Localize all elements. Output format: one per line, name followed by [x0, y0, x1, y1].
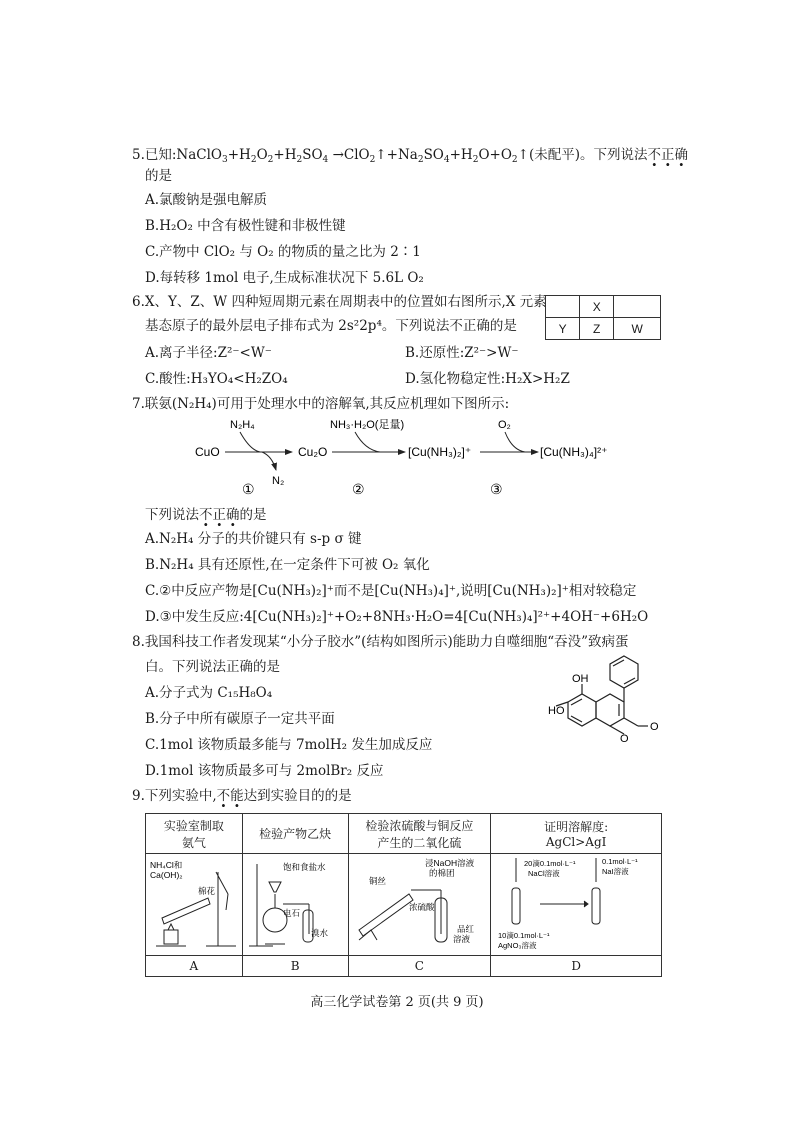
svg-text:浸NaOH溶液: 浸NaOH溶液	[424, 858, 474, 868]
header-a: 实验室制取 氨气	[146, 814, 243, 854]
q8-stem-1: 8.我国科技工作者发现某“小分子胶水”(结构如图所示)能助力自噬细胞“吞没”致病蛋	[132, 634, 629, 650]
label-b: B	[242, 956, 348, 977]
q8-stem-2: 白。下列说法正确的是	[145, 659, 280, 675]
keto-oxygen-label: O	[650, 721, 659, 733]
svg-text:溶液: 溶液	[452, 934, 470, 944]
figure-a	[146, 854, 243, 956]
q7-option-c: C.②中反应产物是[Cu(NH₃)₂]⁺而不是[Cu(NH₃)₄]⁺,说明[Cu(NH₃)₂]⁺相对较稳定	[145, 583, 637, 599]
cuo-label: CuO	[195, 445, 220, 459]
figure-c	[348, 854, 491, 956]
solubility-apparatus	[492, 854, 661, 952]
n2h4-label: N₂H₄	[230, 419, 255, 431]
svg-text:品红: 品红	[456, 924, 474, 934]
header-d: 证明溶解度: AgCl>AgI	[491, 814, 662, 854]
q5-option-c: C.产物中 ClO₂ 与 O₂ 的物质的量之比为 2∶1	[145, 244, 421, 260]
q8-molecule-structure	[548, 650, 678, 760]
ring-oxygen-label: O	[620, 733, 629, 745]
q5-option-d: D.每转移 1mol 电子,生成标准状况下 5.6L O₂	[145, 270, 424, 286]
label-c: C	[348, 956, 491, 977]
q6-option-b: B.还原性:Z²⁻>W⁻	[405, 345, 519, 361]
q5-option-b: B.H₂O₂ 中含有极性键和非极性键	[145, 218, 346, 234]
complex2-label: [Cu(NH₃)₄]²⁺	[540, 445, 608, 459]
q7-reaction-scheme	[180, 418, 740, 500]
q5-option-a: A.氯酸钠是强电解质	[145, 192, 268, 208]
svg-text:20滴0.1mol·L⁻¹: 20滴0.1mol·L⁻¹	[523, 859, 576, 868]
cell-z: Z	[580, 318, 614, 340]
n2-label: N₂	[272, 475, 285, 487]
svg-text:NaI溶液: NaI溶液	[601, 867, 629, 876]
q9-experiment-table	[145, 813, 662, 977]
step1-label: ①	[242, 481, 255, 497]
page-footer: 高三化学试卷第 2 页(共 9 页)	[310, 995, 484, 1010]
label-a: A	[146, 956, 243, 977]
cu2o-label: Cu₂O	[298, 445, 328, 459]
nh3-label: NH₃·H₂O(足量)	[330, 419, 405, 431]
ho-label: HO	[548, 705, 565, 717]
ammonia-apparatus	[146, 854, 241, 952]
q9-stem: 9.下列实验中,不能达到实验目的的是	[132, 788, 352, 804]
svg-text:铜丝: 铜丝	[368, 876, 386, 886]
so2-apparatus	[349, 854, 490, 952]
q7-option-d: D.③中发生反应:4[Cu(NH₃)₂]⁺+O₂+8NH₃·H₂O=4[Cu(NH₃)₄]²⁺+4OH⁻+6H₂O	[145, 609, 649, 625]
header-b: 检验产物乙炔	[242, 814, 348, 854]
cell-w: W	[614, 318, 661, 340]
q7-option-a: A.N₂H₄ 分子的共价键只有 s-p σ 键	[145, 531, 362, 547]
svg-text:NaCl溶液: NaCl溶液	[527, 869, 560, 878]
label-d: D	[491, 956, 662, 977]
figure-d	[491, 854, 662, 956]
oh-label: OH	[572, 673, 589, 685]
q5-stem: 5.已知$:NaClO_3+H_2O_2+H_2SO_4$ $\to ClO_2↑+Na_2SO_4+H_2O+O_2↑$(未配平)。下列说法不正确	[132, 147, 688, 165]
q7-option-b: B.N₂H₄ 具有还原性,在一定条件下可被 O₂ 氧化	[145, 557, 430, 573]
step2-label: ②	[352, 481, 365, 497]
complex1-label: [Cu(NH₃)₂]⁺	[408, 445, 472, 459]
svg-text:的棉团: 的棉团	[428, 868, 455, 878]
svg-text:饱和食盐水: 饱和食盐水	[283, 862, 326, 872]
q6-periodic-table	[545, 295, 661, 340]
svg-text:棉花: 棉花	[198, 886, 216, 896]
q7-lead: 下列说法不正确的是	[145, 507, 267, 523]
header-c: 检验浓硫酸与铜反应 产生的二氧化硫	[348, 814, 491, 854]
q5-stem-line2: 的是	[145, 168, 172, 184]
q7-stem: 7.联氨(N₂H₄)可用于处理水中的溶解氧,其反应机理如下图所示:	[132, 396, 510, 412]
figure-b	[242, 854, 348, 956]
q6-option-a: A.离子半径:Z²⁻<W⁻	[145, 345, 272, 361]
q6-stem-1: 6.X、Y、Z、W 四种短周期元素在周期表中的位置如右图所示,X 元素	[132, 294, 547, 310]
svg-text:电石: 电石	[283, 908, 301, 918]
svg-text:浓硫酸: 浓硫酸	[408, 902, 435, 912]
q8-option-b: B.分子中所有碳原子一定共平面	[145, 711, 335, 727]
step3-label: ③	[490, 481, 503, 497]
cell-x: X	[580, 296, 614, 318]
svg-text:0.1mol·L⁻¹: 0.1mol·L⁻¹	[601, 857, 638, 866]
cell-y: Y	[546, 318, 580, 340]
q8-option-c: C.1mol 该物质最多能与 7molH₂ 发生加成反应	[145, 737, 433, 753]
svg-text:10滴0.1mol·L⁻¹: 10滴0.1mol·L⁻¹	[497, 931, 550, 940]
q6-stem-2: 基态原子的最外层电子排布式为 2s²2p⁴。下列说法不正确的是	[145, 318, 517, 334]
svg-text:AgNO₃溶液: AgNO₃溶液	[497, 941, 537, 950]
svg-text:NH₄Cl和: NH₄Cl和	[150, 860, 183, 870]
q8-option-a: A.分子式为 C₁₅H₈O₄	[145, 685, 273, 701]
svg-text:Ca(OH)₂: Ca(OH)₂	[150, 870, 183, 880]
q6-option-d: D.氢化物稳定性:H₂X>H₂Z	[405, 371, 570, 387]
q8-option-d: D.1mol 该物质最多可与 2molBr₂ 反应	[145, 763, 384, 779]
svg-text:溴水: 溴水	[311, 928, 329, 938]
acetylene-apparatus	[243, 854, 347, 952]
o2-label: O₂	[498, 419, 511, 431]
q6-option-c: C.酸性:H₃YO₄<H₂ZO₄	[145, 371, 288, 387]
